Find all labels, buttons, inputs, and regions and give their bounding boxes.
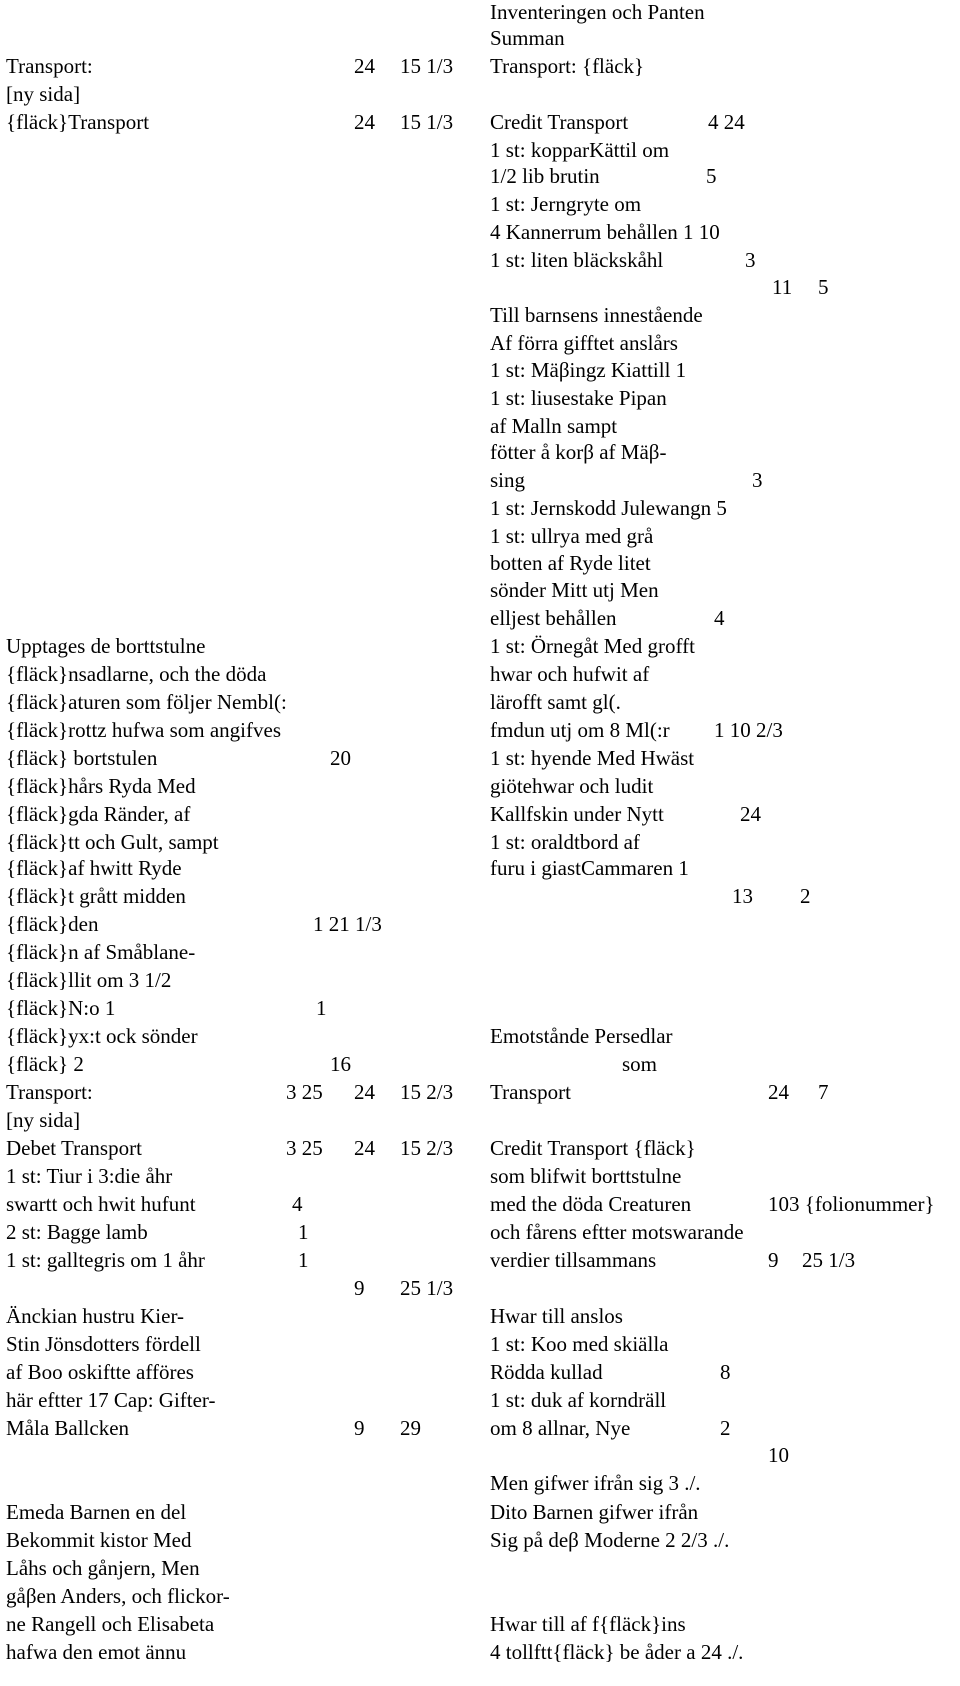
text-fragment: {fläck}yx:t ock sönder — [6, 1024, 198, 1048]
text-fragment: 103 {folionummer} — [768, 1192, 935, 1216]
text-fragment: {fläck}hårs Ryda Med — [6, 774, 196, 798]
text-fragment: 8 — [720, 1360, 731, 1384]
text-fragment: fmdun utj om 8 Ml(:r — [490, 718, 670, 742]
text-fragment: Hwar till anslos — [490, 1304, 623, 1328]
text-fragment: 24 — [354, 1080, 375, 1104]
text-fragment: Stin Jönsdotters fördell — [6, 1332, 201, 1356]
text-fragment: furu i giastCammaren 1 — [490, 856, 689, 880]
text-fragment: 24 — [740, 802, 761, 826]
text-fragment: 1 st: galltegris om 1 åhr — [6, 1248, 205, 1272]
text-fragment: {fläck} bortstulen — [6, 746, 158, 770]
text-fragment: gåβen Anders, och flickor- — [6, 1584, 230, 1608]
text-fragment: 4 tollftt{fläck} be åder a 24 ./. — [490, 1640, 744, 1664]
text-fragment: Måla Ballcken — [6, 1416, 130, 1440]
text-fragment: 15 1/3 — [400, 110, 454, 134]
text-fragment: Till barnsens innestående — [490, 303, 703, 327]
text-fragment: 1 st: Örnegåt Med grofft — [490, 634, 695, 658]
text-fragment: 25 1/3 — [400, 1276, 454, 1300]
text-fragment: 24 — [354, 110, 375, 134]
text-fragment: 1 st: oraldtbord af — [490, 830, 640, 854]
text-fragment: {fläck}Transport — [6, 110, 150, 134]
text-fragment: 24 — [354, 54, 375, 78]
text-fragment: 2 — [720, 1416, 731, 1440]
text-fragment: {fläck}gda Ränder, af — [6, 802, 191, 826]
text-fragment: 9 — [354, 1276, 365, 1300]
text-fragment: sönder Mitt utj Men — [490, 578, 659, 602]
text-fragment: 1 st: Koo med skiälla — [490, 1332, 669, 1356]
text-fragment: 4 — [292, 1192, 303, 1216]
text-fragment: elljest behållen — [490, 606, 617, 630]
text-fragment: 15 2/3 — [400, 1136, 454, 1160]
text-fragment: 20 — [330, 746, 351, 770]
text-fragment: Bekommit kistor Med — [6, 1528, 192, 1552]
text-fragment: 5 — [706, 164, 717, 188]
text-fragment: Transport: {fläck} — [490, 54, 645, 78]
text-fragment: 13 — [732, 884, 753, 908]
text-fragment: hwar och hufwit af — [490, 662, 650, 686]
text-fragment: {fläck}nsadlarne, och the döda — [6, 662, 267, 686]
text-fragment: 1/2 lib brutin — [490, 164, 600, 188]
text-fragment: fötter å korβ af Mäβ- — [490, 440, 667, 464]
text-fragment: Transport: — [6, 54, 93, 78]
text-fragment: 4 — [714, 606, 725, 630]
text-fragment: 1 st: hyende Med Hwäst — [490, 746, 695, 770]
text-fragment: {fläck}llit om 3 1/2 — [6, 968, 172, 992]
text-fragment: Debet Transport — [6, 1136, 142, 1160]
text-fragment: 1 st: duk af korndräll — [490, 1388, 667, 1412]
text-fragment: Låhs och gånjern, Men — [6, 1556, 200, 1580]
text-fragment: 1 — [298, 1248, 309, 1272]
text-fragment: 15 2/3 — [400, 1080, 454, 1104]
text-fragment: giötehwar och ludit — [490, 774, 654, 798]
text-fragment: 15 1/3 — [400, 54, 454, 78]
text-fragment: 1 — [298, 1220, 309, 1244]
text-fragment: Men gifwer ifrån sig 3 ./. — [490, 1471, 701, 1495]
text-fragment: 3 25 — [286, 1136, 323, 1160]
text-fragment: hafwa den emot ännu — [6, 1640, 187, 1664]
text-fragment: sing — [490, 468, 526, 492]
text-fragment: {fläck}den — [6, 912, 99, 936]
text-fragment: 1 st: Jerngryte om — [490, 192, 642, 216]
text-fragment: [ny sida] — [6, 1108, 81, 1132]
text-fragment: 1 st: liten bläckskåhl — [490, 248, 664, 272]
text-fragment: 7 — [818, 1080, 829, 1104]
text-fragment: 24 — [768, 1080, 789, 1104]
text-fragment: Credit Transport — [490, 110, 629, 134]
text-fragment: af Malln sampt — [490, 414, 618, 438]
text-fragment: med the döda Creaturen — [490, 1192, 692, 1216]
text-fragment: 9 — [354, 1416, 365, 1440]
text-fragment: Af förra gifftet anslårs — [490, 331, 678, 355]
text-fragment: 24 — [354, 1136, 375, 1160]
text-fragment: 1 10 2/3 — [714, 718, 783, 742]
text-fragment: {fläck}af hwitt Ryde — [6, 856, 182, 880]
text-fragment: 1 st: Jernskodd Julewangn 5 — [490, 496, 727, 520]
text-fragment: 4 Kannerrum behållen 1 10 — [490, 220, 720, 244]
text-fragment: 3 25 — [286, 1080, 323, 1104]
text-fragment: som — [622, 1052, 658, 1076]
text-fragment: lärofft samt gl(. — [490, 690, 621, 714]
text-fragment: {fläck}t grått midden — [6, 884, 186, 908]
text-fragment: 1 st: ullrya med grå — [490, 524, 654, 548]
text-fragment: Dito Barnen gifwer ifrån — [490, 1500, 699, 1524]
text-fragment: {fläck} 2 — [6, 1052, 84, 1076]
text-fragment: botten af Ryde litet — [490, 551, 651, 575]
text-fragment: om 8 allnar, Nye — [490, 1416, 631, 1440]
text-fragment: Upptages de borttstulne — [6, 634, 206, 658]
text-fragment: Kallfskin under Nytt — [490, 802, 664, 826]
text-fragment: verdier tillsammans — [490, 1248, 657, 1272]
text-fragment: 9 — [768, 1248, 779, 1272]
text-fragment: 11 — [772, 275, 793, 299]
text-fragment: Inventeringen och Panten — [490, 0, 705, 24]
text-fragment: 2 — [800, 884, 811, 908]
text-fragment: och fårens eftter motswarande — [490, 1220, 744, 1244]
text-fragment: Emotstånde Persedlar — [490, 1024, 673, 1048]
text-fragment: 1 st: Tiur i 3:die åhr — [6, 1164, 173, 1188]
text-fragment: swartt och hwit hufunt — [6, 1192, 196, 1216]
text-fragment: 1 st: kopparKättil om — [490, 138, 670, 162]
text-fragment: 4 24 — [708, 110, 745, 134]
text-fragment: {fläck}tt och Gult, sampt — [6, 830, 219, 854]
text-fragment: Hwar till af f{fläck}ins — [490, 1612, 686, 1636]
text-fragment: 1 st: Mäβingz Kiattill 1 — [490, 358, 687, 382]
text-fragment: 3 — [745, 248, 756, 272]
text-fragment: Transport: — [6, 1080, 93, 1104]
text-fragment: 1 st: liusestake Pipan — [490, 386, 667, 410]
text-fragment: som blifwit borttstulne — [490, 1164, 682, 1188]
text-fragment: Summan — [490, 26, 565, 50]
text-fragment: Emeda Barnen en del — [6, 1500, 187, 1524]
text-fragment: 29 — [400, 1416, 421, 1440]
text-fragment: Sig på deβ Moderne 2 2/3 ./. — [490, 1528, 730, 1552]
text-fragment: [ny sida] — [6, 82, 81, 106]
text-fragment: ne Rangell och Elisabeta — [6, 1612, 215, 1636]
text-fragment: 1 — [316, 996, 327, 1020]
text-fragment: 16 — [330, 1052, 351, 1076]
text-fragment: här eftter 17 Cap: Gifter- — [6, 1388, 216, 1412]
text-fragment: Rödda kullad — [490, 1360, 603, 1384]
text-fragment: 10 — [768, 1443, 789, 1467]
text-fragment: 5 — [818, 275, 829, 299]
text-fragment: Credit Transport {fläck} — [490, 1136, 696, 1160]
text-fragment: 2 st: Bagge lamb — [6, 1220, 148, 1244]
text-fragment: Änckian hustru Kier- — [6, 1304, 185, 1328]
text-fragment: {fläck}N:o 1 — [6, 996, 116, 1020]
text-fragment: 25 1/3 — [802, 1248, 856, 1272]
text-fragment: af Boo oskiftte afföres — [6, 1360, 194, 1384]
text-fragment: {fläck}rottz hufwa som angifves — [6, 718, 281, 742]
text-fragment: 1 21 1/3 — [313, 912, 382, 936]
text-fragment: Transport — [490, 1080, 571, 1104]
text-fragment: {fläck}n af Småblane- — [6, 940, 196, 964]
text-fragment: {fläck}aturen som följer Nembl(: — [6, 690, 287, 714]
text-fragment: 3 — [752, 468, 763, 492]
